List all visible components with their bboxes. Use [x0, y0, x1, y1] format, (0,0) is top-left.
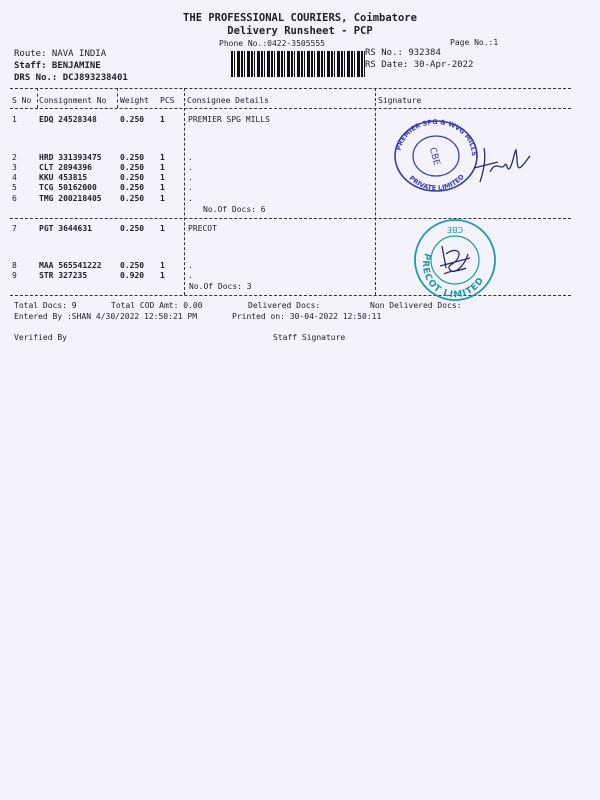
row-pcs: 1: [160, 163, 165, 172]
row-sno: 6: [12, 194, 17, 203]
rs-date: RS Date: 30-Apr-2022: [365, 60, 474, 70]
col-signature: Signature: [378, 96, 422, 105]
col-divider: [117, 88, 118, 108]
row-consignee: .: [188, 183, 193, 192]
row-sno: 7: [12, 224, 17, 233]
verified-by: Verified By: [14, 333, 67, 342]
stamp2-center: CBE: [446, 225, 464, 234]
stamp1-bottom-text: PRIVATE LIMITED: [407, 172, 466, 193]
row-consignee: .: [188, 261, 193, 270]
total-cod: Total COD Amt: 0.00: [111, 301, 203, 310]
col-divider: [184, 88, 185, 295]
row-weight: 0.250: [120, 153, 145, 162]
document-title: Delivery Runsheet - PCP: [227, 25, 373, 37]
stamp2-text: PRECOT LIMITED: [419, 251, 487, 301]
row-pcs: 1: [160, 194, 165, 203]
row-pcs: 1: [160, 183, 165, 192]
non-delivered-docs: Non Delivered Docs:: [370, 301, 462, 310]
row-consignee: .: [188, 271, 193, 280]
row-pcs: 1: [160, 271, 165, 280]
row-sno: 9: [12, 271, 17, 280]
row-consignee: .: [188, 153, 193, 162]
printed-on: Printed on: 30-04-2022 12:50:11: [232, 312, 382, 321]
row-consignee: .: [188, 163, 193, 172]
col-sno: S No: [12, 96, 32, 105]
rs-number: RS No.: 932384: [365, 48, 441, 58]
row-consignment: MAA 565541222: [39, 261, 102, 270]
staff-signature: Staff Signature: [273, 333, 346, 342]
row-consignee: .: [188, 173, 193, 182]
route: Route: NAVA INDIA: [14, 49, 107, 59]
total-docs: Total Docs: 9: [14, 301, 77, 310]
row-weight: 0.250: [120, 163, 145, 172]
row-weight: 0.250: [120, 183, 145, 192]
row-sno: 3: [12, 163, 17, 172]
company-name: THE PROFESSIONAL COURIERS, Coimbatore: [183, 12, 417, 24]
group2-doc-count: No.Of Docs: 3: [189, 282, 252, 291]
row-weight: 0.250: [120, 224, 145, 233]
row-sno: 4: [12, 173, 17, 182]
row-consignee: PRECOT: [188, 224, 217, 233]
barcode: [231, 51, 365, 77]
row-pcs: 1: [160, 173, 165, 182]
row-sno: 5: [12, 183, 17, 192]
group1-doc-count: No.Of Docs: 6: [203, 205, 266, 214]
row-sno: 2: [12, 153, 17, 162]
entered-by: Entered By :SHAN 4/30/2022 12:50:21 PM: [14, 312, 198, 321]
stamp1-center: CBE: [426, 146, 442, 167]
row-weight: 0.920: [120, 271, 145, 280]
row-weight: 0.250: [120, 194, 145, 203]
phone-number: Phone No.:0422-3505555: [219, 39, 325, 48]
row-consignment: PGT 3644631: [39, 224, 92, 233]
col-divider: [37, 88, 38, 108]
row-consignee: PREMIER SPG MILLS: [188, 115, 270, 124]
page-number: Page No.:1: [450, 38, 499, 47]
premier-stamp: [392, 118, 480, 194]
row-pcs: 1: [160, 261, 165, 270]
row-sno: 1: [12, 115, 17, 124]
col-divider: [375, 88, 376, 295]
row-consignment: TCG 50162000: [39, 183, 97, 192]
signature-1: [470, 142, 532, 190]
row-pcs: 1: [160, 115, 165, 124]
row-pcs: 1: [160, 224, 165, 233]
row-weight: 0.250: [120, 173, 145, 182]
col-consignment: Consignment No: [39, 96, 107, 105]
col-pcs: PCS: [160, 96, 175, 105]
row-consignment: EDQ 24528348: [39, 115, 97, 124]
col-weight: Weight: [120, 96, 149, 105]
table-top-border: [10, 88, 571, 89]
row-sno: 8: [12, 261, 17, 270]
row-consignment: HRD 331393475: [39, 153, 102, 162]
row-consignment: CLT 2894396: [39, 163, 92, 172]
staff-name: Staff: BENJAMINE: [14, 61, 101, 71]
row-consignee: .: [188, 194, 193, 203]
precot-stamp: [410, 218, 500, 302]
stamp1-top-text: PREMIER SPG & WVG MILLS: [394, 118, 479, 157]
row-consignment: TMG 200218405: [39, 194, 102, 203]
row-weight: 0.250: [120, 115, 145, 124]
col-consignee: Consignee Details: [187, 96, 269, 105]
delivered-docs: Delivered Docs:: [248, 301, 321, 310]
row-pcs: 1: [160, 153, 165, 162]
row-consignment: KKU 453815: [39, 173, 88, 182]
row-weight: 0.250: [120, 261, 145, 270]
table-header-border: [10, 108, 571, 109]
row-consignment: STR 327235: [39, 271, 88, 280]
svg-text:PRIVATE LIMITED: [408, 172, 466, 192]
drs-number: DRS No.: DCJ893238401: [14, 73, 128, 83]
